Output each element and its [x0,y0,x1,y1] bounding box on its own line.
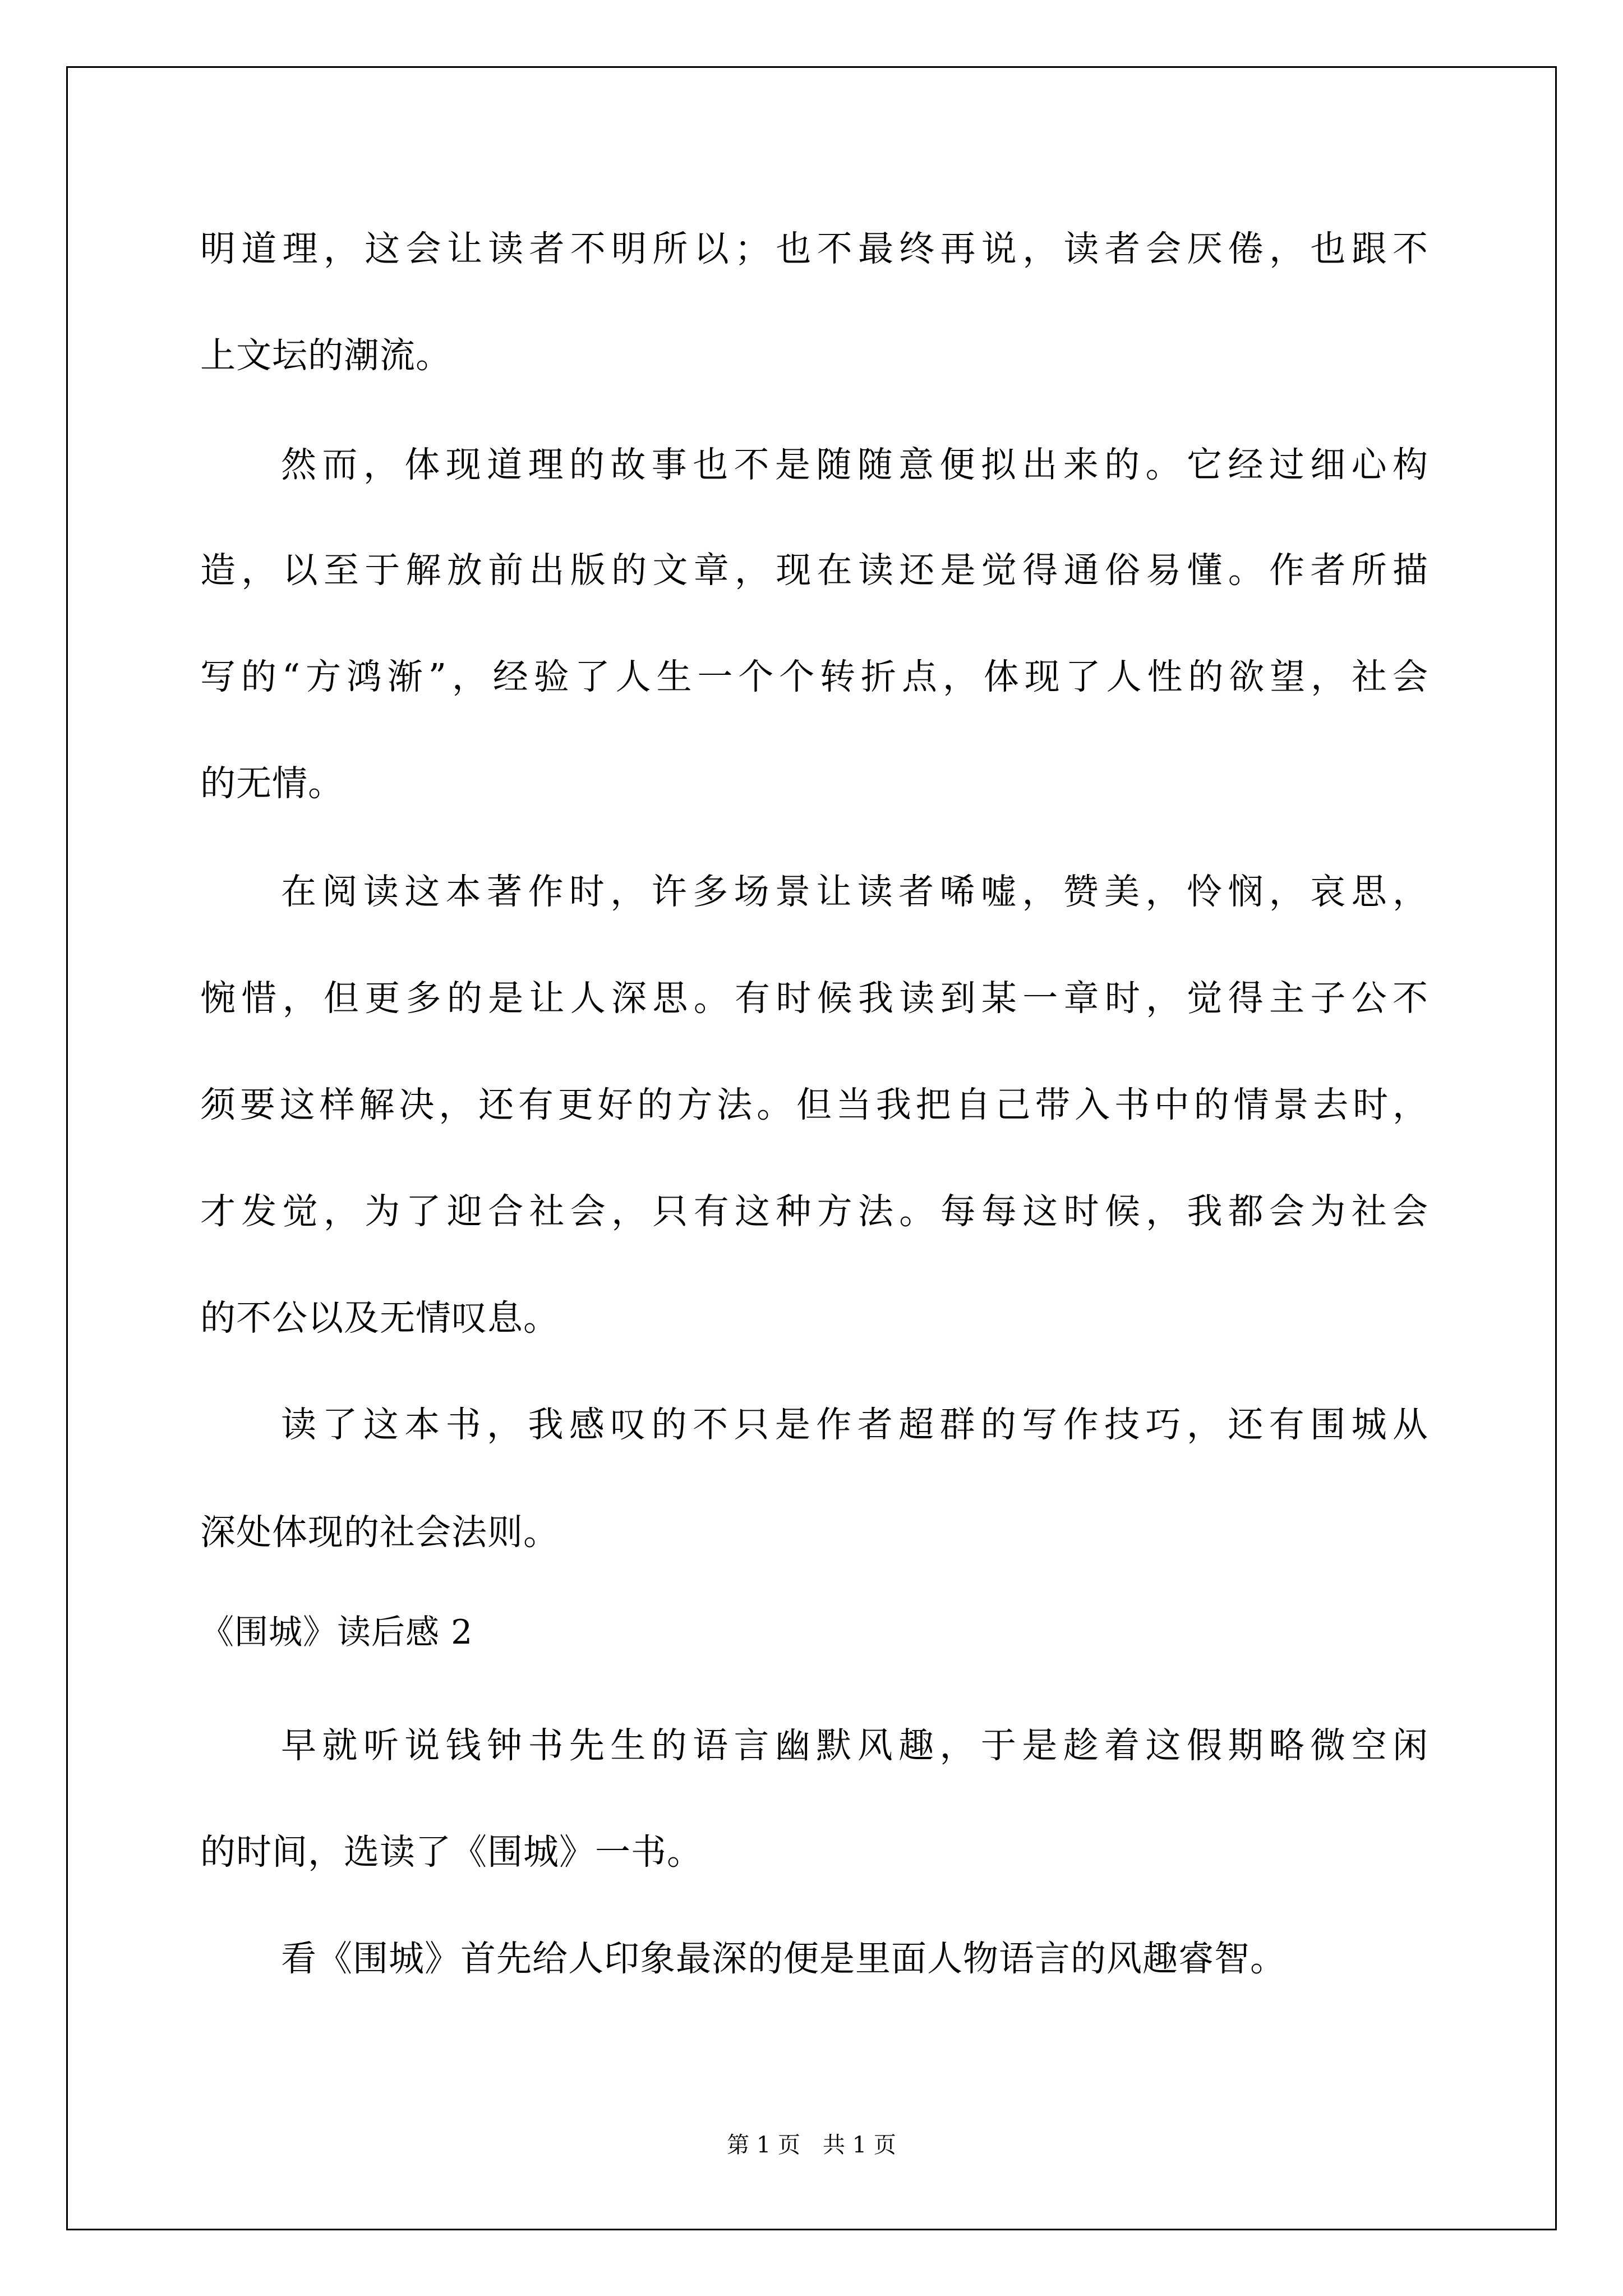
text-line: 在阅读这本著作时，许多场景让读者唏嘘，赞美，怜悯，哀思， [281,871,1428,912]
text-line: 写的“方鸿渐”，经验了人生一个个转折点，体现了人性的欲望，社会 [200,656,1428,697]
page-footer: 第 1 页 共 1 页 [727,2132,896,2158]
page-border [66,66,1557,2230]
text-line: 惋惜，但更多的是让人深思。有时候我读到某一章时，觉得主子公不 [200,978,1428,1019]
text-line: 的无情。 [200,763,344,804]
text-line: 早就听说钱钟书先生的语言幽默风趣，于是趁着这假期略微空闲 [281,1725,1428,1766]
text-line: 造，以至于解放前出版的文章，现在读还是觉得通俗易懂。作者所描 [200,550,1428,591]
text-line: 明道理，这会让读者不明所以；也不最终再说，读者会厌倦，也跟不 [200,228,1428,269]
text-line: 才发觉，为了迎合社会，只有这种方法。每每这时候，我都会为社会 [200,1191,1428,1232]
text-line: 的时间，选读了《围城》一书。 [200,1832,703,1872]
text-line: 上文坛的潮流。 [200,335,451,376]
text-line: 深处体现的社会法则。 [200,1512,559,1553]
text-line: 须要这样解决，还有更好的方法。但当我把自己带入书中的情景去时， [200,1084,1428,1125]
text-line: 读了这本书，我感叹的不只是作者超群的写作技巧，还有围城从 [281,1404,1428,1445]
text-line: 然而，体现道理的故事也不是随随意便拟出来的。它经过细心构 [281,444,1428,485]
text-line: 的不公以及无情叹息。 [200,1297,559,1338]
section-heading: 《围城》读后感 2 [200,1613,473,1652]
text-line: 看《围城》首先给人印象最深的便是里面人物语言的风趣睿智。 [281,1938,1286,1979]
